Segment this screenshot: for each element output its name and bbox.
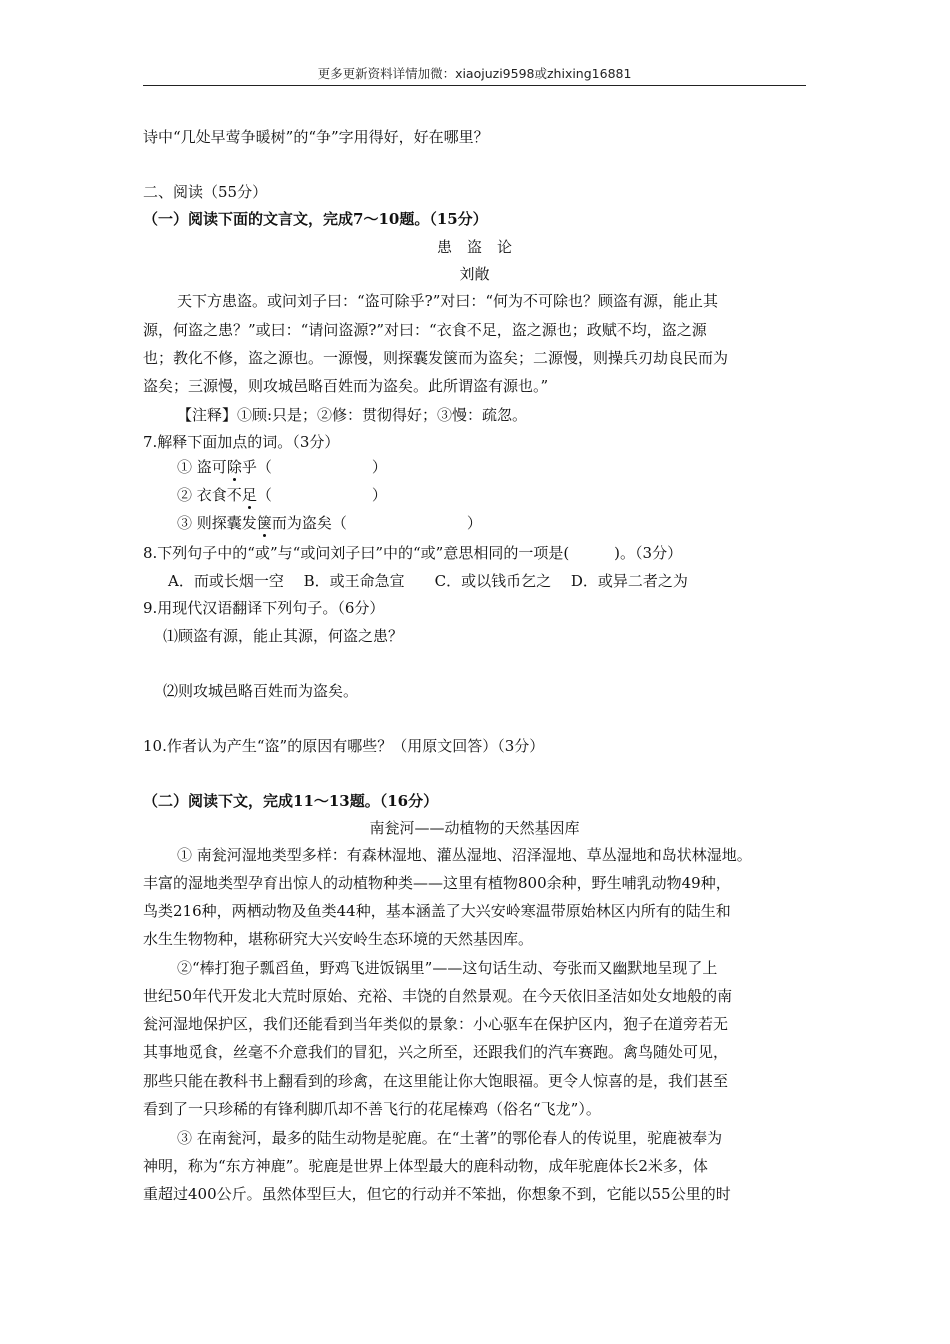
page-header: 更多更新资料详情加微：xiaojuzi9598或zhixing16881 — [317, 66, 632, 81]
dotted-char: 箧 — [256, 514, 272, 532]
question-9: 9.用现代汉语翻译下列句子。（6分） — [143, 599, 385, 617]
essay-note: 【注释】①顾:只是；②修：贯彻得好；③慢：疏忽。 — [177, 406, 528, 424]
q7-item-1: ① 盗可除乎（ ） — [177, 458, 387, 476]
article-line-2: 丰富的湿地类型孕育出惊人的动植物种类——这里有植物800余种，野生哺乳动物49种， — [143, 874, 731, 892]
section-title: 二、阅读（55分） — [143, 183, 268, 201]
dotted-char: 足 — [241, 486, 257, 504]
essay-line-1: 天下方患盗。或问刘子曰：“盗可除乎?”对曰：“何为不可除也？顾盗有源，能止其 — [177, 292, 719, 310]
header-rule — [143, 85, 806, 86]
q8-options: A．而或长烟一空 B．或王命急宣 C．或以钱币乞之 D．或异二者之为 — [168, 572, 688, 590]
article-line-10: 看到了一只珍稀的有锋利脚爪却不善飞行的花尾榛鸡（俗名“飞龙”）。 — [143, 1100, 601, 1118]
poem-question: 诗中“几处早莺争暖树”的“争”字用得好，好在哪里？ — [143, 128, 489, 146]
article-line-9: 那些只能在教科书上翻看到的珍禽，在这里能让你大饱眼福。更令人惊喜的是，我们甚至 — [143, 1072, 729, 1090]
question-10: 10.作者认为产生“盗”的原因有哪些？（用原文回答）（3分） — [143, 737, 545, 755]
article-line-5: ②“棒打狍子瓢舀鱼，野鸡飞进饭锅里”——这句话生动、夸张而又幽默地呈现了上 — [177, 959, 718, 977]
q9-sentence-1: ⑴顾盗有源，能止其源，何盗之患？ — [163, 627, 404, 645]
article-line-1: ① 南瓮河湿地类型多样：有森林湿地、灌丛湿地、沼泽湿地、草丛湿地和岛状林湿地。 — [177, 846, 752, 864]
article-line-13: 重超过400公斤。虽然体型巨大，但它的行动并不笨拙，你想象不到，它能以55公里的时 — [143, 1185, 731, 1203]
essay-line-3: 也；教化不修，盗之源也。一源慢，则探囊发箧而为盗矣；二源慢，则操兵刃劫良民而为 — [143, 349, 729, 367]
article-title: 南瓮河——动植物的天然基因库 — [369, 819, 580, 837]
question-7: 7.解释下面加点的词。（3分） — [143, 433, 340, 451]
part2-title: （二）阅读下文，完成11～13题。（16分） — [143, 792, 439, 810]
essay-title: 患 盗 论 — [436, 238, 512, 256]
q7-item-2: ② 衣食不足（ ） — [177, 486, 387, 504]
article-line-8: 其事地觅食，丝毫不介意我们的冒犯，兴之所至，还跟我们的汽车赛跑。禽鸟随处可见， — [143, 1043, 729, 1061]
essay-line-4: 盗矣；三源慢，则攻城邑略百姓而为盗矣。此所谓盗有源也。” — [143, 377, 549, 395]
article-line-12: 神明，称为“东方神鹿”。驼鹿是世界上体型最大的鹿科动物，成年驼鹿体长2米多，体 — [143, 1157, 708, 1175]
article-line-4: 水生生物物种，堪称研究大兴安岭生态环境的天然基因库。 — [143, 930, 534, 948]
article-line-6: 世纪50年代开发北大荒时原始、充裕、丰饶的自然景观。在今天依旧圣洁如处女地般的南 — [143, 987, 733, 1005]
essay-author: 刘敞 — [459, 265, 490, 283]
q9-sentence-2: ⑵则攻城邑略百姓而为盗矣。 — [163, 682, 359, 700]
article-line-3: 鸟类216种，两栖动物及鱼类44种，基本涵盖了大兴安岭寒温带原始林区内所有的陆生和 — [143, 902, 731, 920]
dotted-char: 除 — [226, 458, 242, 476]
q7-item-3: ③ 则探囊发箧而为盗矣（ ） — [177, 514, 482, 532]
article-line-7: 瓮河湿地保护区，我们还能看到当年类似的景象：小心驱车在保护区内，狍子在道旁若无 — [143, 1015, 729, 1033]
question-8: 8.下列句子中的“或”与“或问刘子曰”中的“或”意思相同的一项是( )。（3分） — [143, 544, 683, 562]
article-line-11: ③ 在南瓮河，最多的陆生动物是驼鹿。在“土著”的鄂伦春人的传说里，驼鹿被奉为 — [177, 1129, 723, 1147]
part1-title: （一）阅读下面的文言文，完成7～10题。（15分） — [143, 210, 488, 228]
essay-line-2: 源，何盗之患？”或曰：“请问盗源?”对曰：“衣食不足，盗之源也；政赋不均，盗之源 — [143, 321, 707, 339]
